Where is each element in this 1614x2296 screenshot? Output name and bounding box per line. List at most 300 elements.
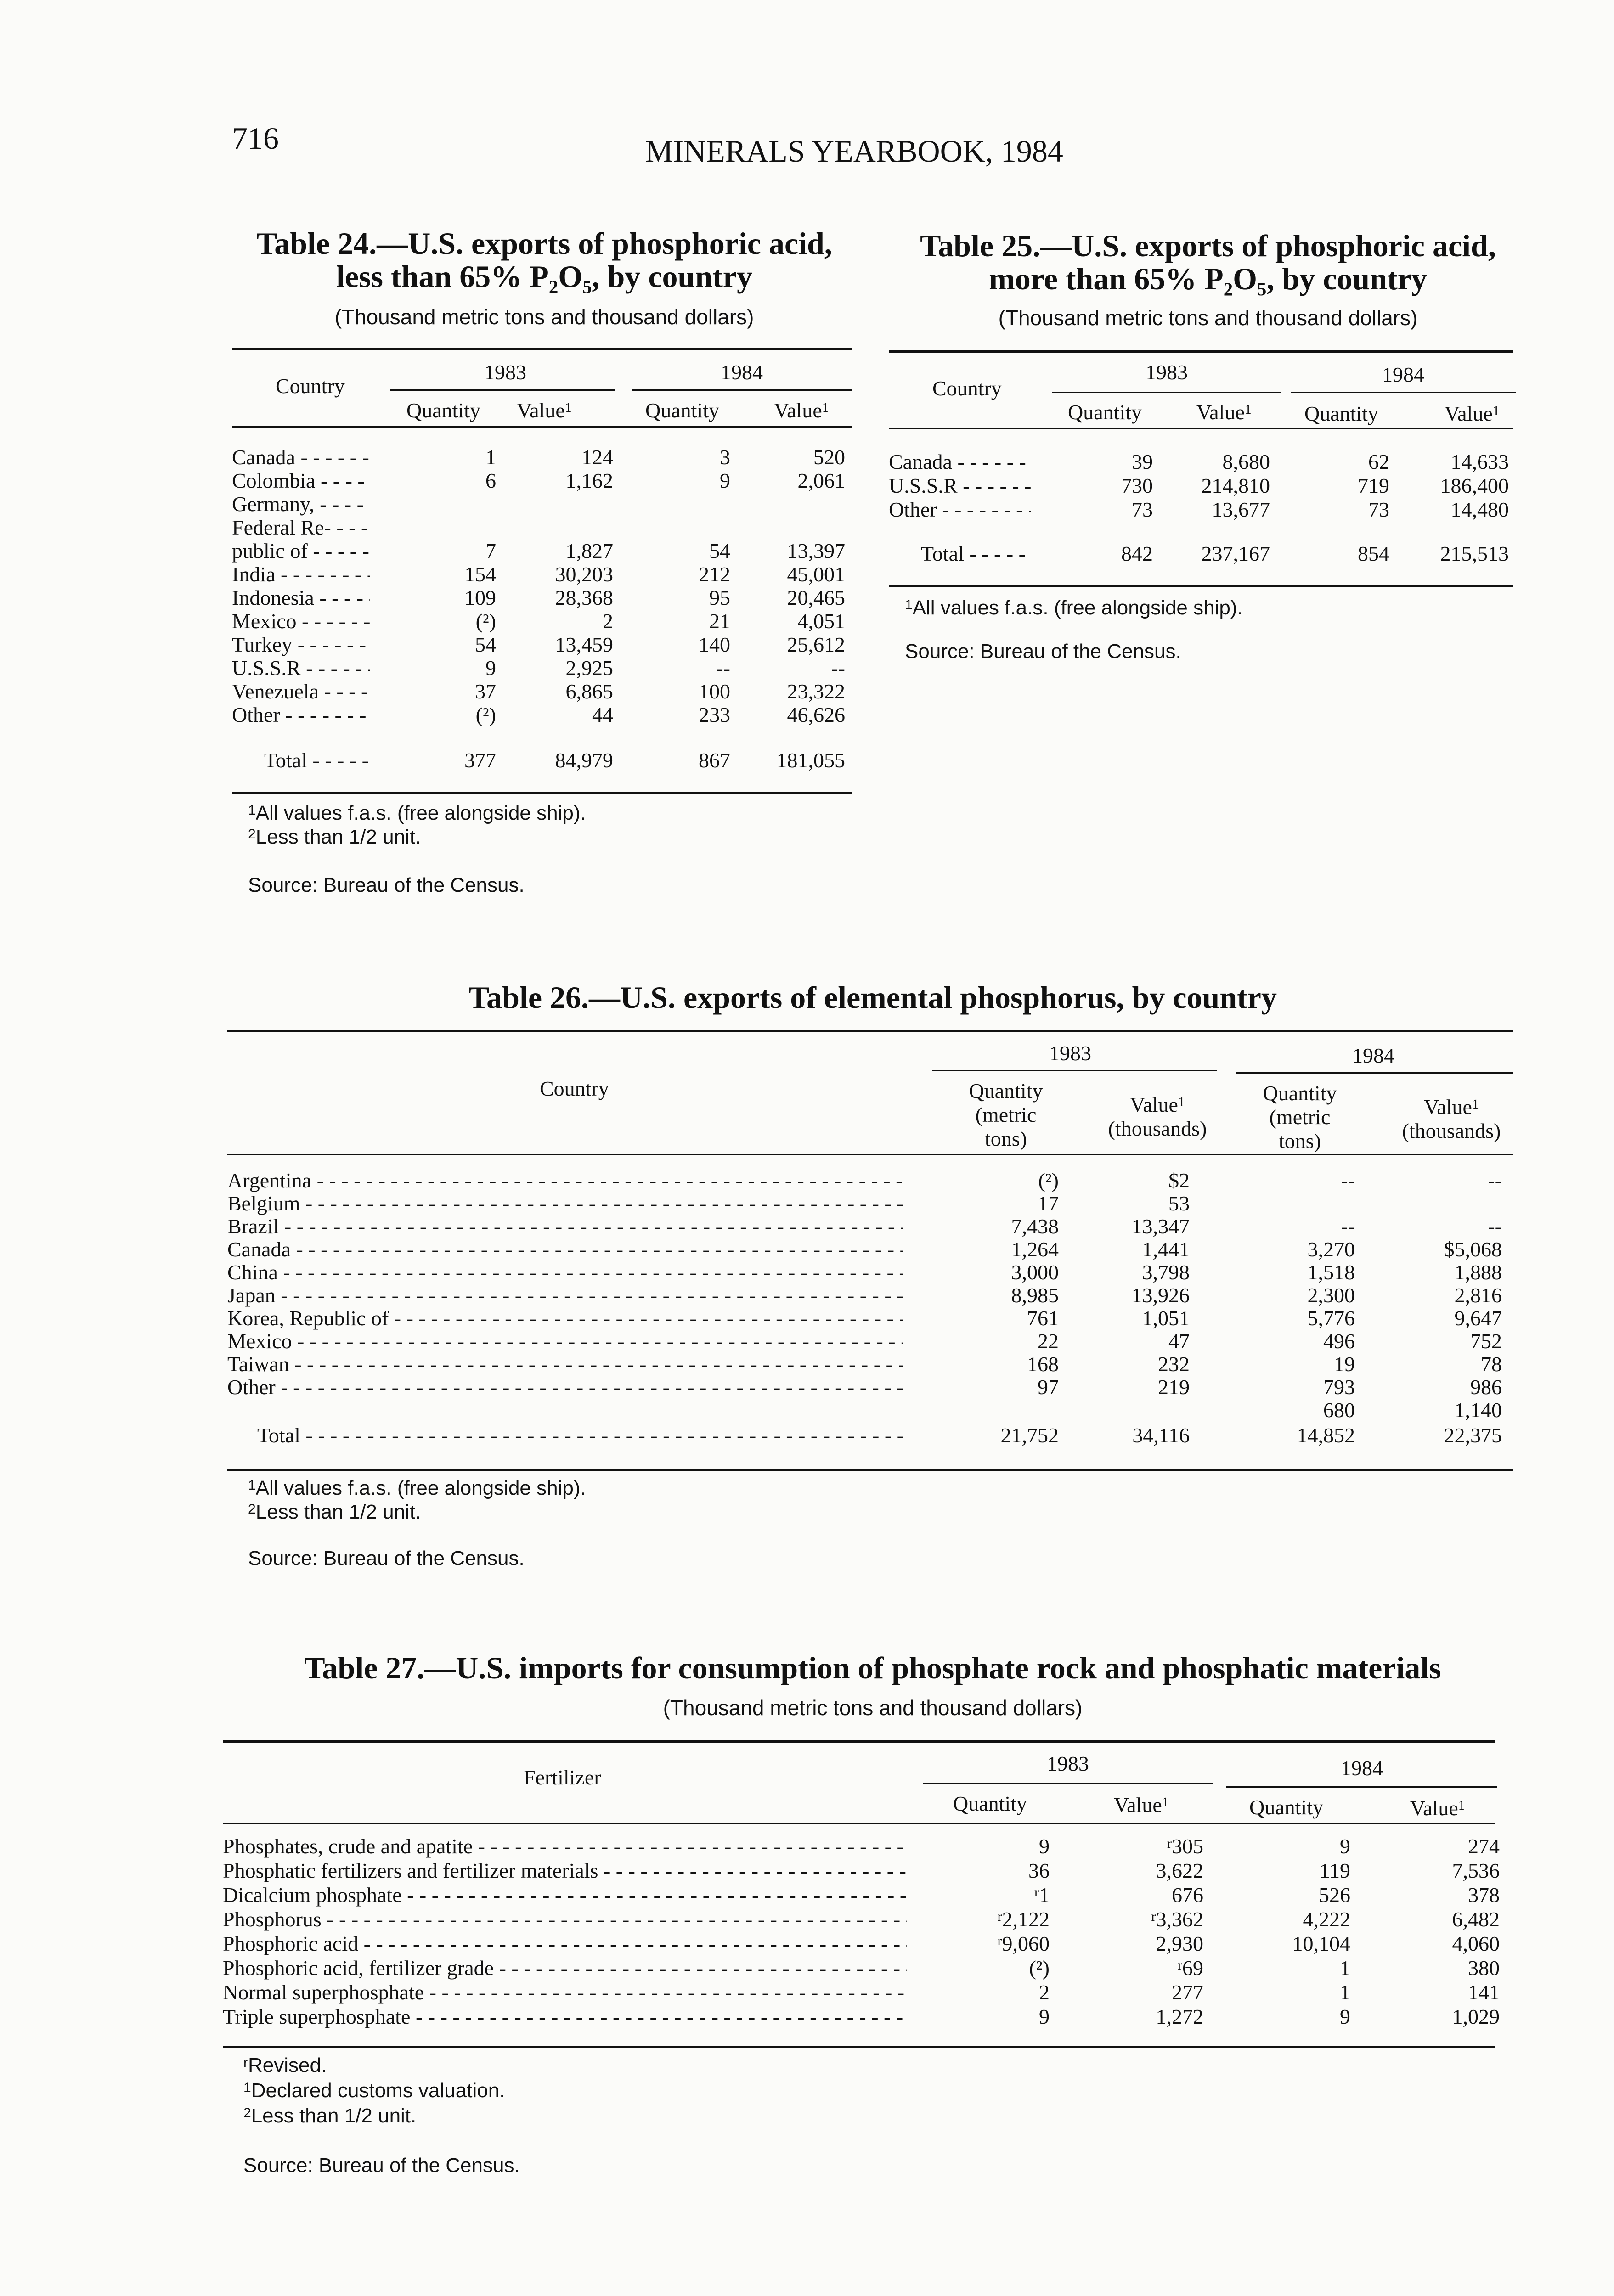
table-25-row-v84-text: 14,480: [1450, 498, 1509, 521]
table-25-subtitle: (Thousand metric tons and thousand dollars): [998, 306, 1418, 330]
table-26-row-v84-text: 986: [1470, 1375, 1502, 1399]
table-24-footnote-2: $^2$Less than 1/2 unit.: [248, 826, 421, 848]
table-26-row-q83-text: (²): [1038, 1169, 1059, 1192]
table-26-row-label-text: Taiwan: [227, 1352, 289, 1376]
table-27-row-v83-text: 305: [1172, 1835, 1203, 1858]
total-label-text: Total: [921, 542, 964, 565]
table-27-col-val-1984: Value$^1$: [1410, 1796, 1465, 1820]
table-26-row-q84-text: 5,776: [1307, 1306, 1355, 1330]
revised-marker: r: [1151, 1909, 1156, 1924]
table-25-col-val-1984: Value$^1$: [1445, 402, 1500, 425]
table-27-row-q84: [1203, 1908, 1350, 1931]
table-26-row-v84: [1355, 1398, 1502, 1422]
table-26-row-v83: [1043, 1306, 1190, 1330]
table-25-row-label-text: U.S.S.R: [889, 474, 958, 497]
table-26-row-q83-text: 7,438: [1011, 1215, 1059, 1238]
table-24-year-1984: 1984: [721, 360, 763, 384]
total-v84: [1355, 1424, 1502, 1447]
table-26-row-q83: [912, 1329, 1059, 1353]
revised-marker: r: [997, 1933, 1002, 1948]
table-25-row-q84-text: 719: [1358, 474, 1389, 497]
table-26-row-q83: [912, 1283, 1059, 1307]
table-26-row-q83-text: 3,000: [1011, 1261, 1059, 1284]
table-26-row-q84: [1208, 1215, 1355, 1238]
table-26-row-v83-text: 53: [1168, 1192, 1190, 1215]
table-25-row-v84: [1362, 450, 1509, 474]
table-27-row-q83: [903, 1981, 1050, 2004]
table-26-row-label-text: Other: [227, 1375, 276, 1399]
table-26-col-qty-1984: Quantity (metric tons): [1263, 1081, 1337, 1153]
table-24-row-v84: [698, 586, 845, 610]
table-26-row-label: [227, 1306, 903, 1330]
table-25-header-rule: [889, 428, 1513, 429]
table-26-row-q84-text: --: [1341, 1169, 1355, 1192]
table-24-row-v84: [698, 469, 845, 493]
table-24-row-label-text: Canada: [232, 445, 295, 469]
table-26-row-v84: [1355, 1352, 1502, 1376]
table-27-row-q84: [1203, 2005, 1350, 2029]
table-27-row-v84-text: 380: [1468, 1956, 1500, 1980]
table-26-row-q83-text: 97: [1038, 1375, 1059, 1399]
total-v83-text: 84,979: [555, 748, 613, 772]
table-27-row-v83-text: 69: [1182, 1956, 1203, 1980]
total-q84-text: 854: [1358, 542, 1389, 565]
table-27-row-label-text: Phosphatic fertilizers and fertilizer materials: [223, 1859, 598, 1882]
table-25-col-qty-1983: Quantity: [1068, 400, 1142, 424]
table-27-row-v83-text: 1,272: [1156, 2005, 1203, 2028]
table-27-row-v83: [1056, 1883, 1203, 1907]
table-26-row-q84: [1208, 1329, 1355, 1353]
table-27-row-label: [223, 1835, 907, 1858]
table-26-row-label-text: Argentina: [227, 1169, 312, 1192]
total-v84-text: 181,055: [776, 748, 845, 772]
table-26-row-q84-text: 19: [1334, 1352, 1355, 1376]
table-27-row-q84-text: 526: [1319, 1883, 1350, 1907]
table-26-row-q84-text: 793: [1323, 1375, 1355, 1399]
table-24-row-q84-text: 21: [709, 609, 730, 633]
table-24-row-v84: [698, 656, 845, 680]
total-q83-text: 377: [464, 748, 496, 772]
total-v83-text: 34,116: [1132, 1424, 1190, 1447]
table-27-row-v84: [1353, 1932, 1500, 1956]
total-v84: [698, 748, 845, 772]
table-24-row-q83-text: (²): [475, 609, 496, 633]
table-27-row-v84-text: 378: [1468, 1883, 1500, 1907]
table-24-row-label-text: U.S.S.R: [232, 656, 301, 680]
table-26-row-v84-text: 1,888: [1454, 1261, 1502, 1284]
table-24-row-q83-text: 109: [464, 586, 496, 609]
table-26-row-q84-text: 1,518: [1307, 1261, 1355, 1284]
revised-marker: r: [997, 1909, 1002, 1924]
table-24-row-v84-text: 13,397: [787, 539, 845, 563]
table-24-row-v84-text: 46,626: [787, 703, 845, 726]
table-26-row-q84-text: 496: [1323, 1329, 1355, 1353]
table-25-year-1983: 1983: [1146, 360, 1188, 384]
table-26-row-v83-text: 219: [1158, 1375, 1190, 1399]
table-24-row-v84-text: 25,612: [787, 633, 845, 656]
table-24-col-qty-1983: Quantity: [406, 399, 480, 422]
table-27-row-q83: [903, 1908, 1050, 1931]
running-title: MINERALS YEARBOOK, 1984: [645, 134, 1063, 169]
table-24-col-qty-1984: Quantity: [645, 399, 719, 422]
table-26-row-v84-text: 752: [1470, 1329, 1502, 1353]
table-27-row-q84: [1203, 1956, 1350, 1980]
table-27-row-v84: [1353, 1981, 1500, 2004]
table-24-row-label-text: Other: [232, 703, 280, 726]
table-25-year-1984: 1984: [1382, 363, 1424, 386]
table-27-row-q83: [903, 2005, 1050, 2029]
table-27-footnote-1: $^1$Declared customs valuation.: [243, 2079, 505, 2102]
table-27-year-1983: 1983: [1047, 1752, 1089, 1775]
table-27-row-label: [223, 1908, 907, 1931]
table-24-row-label-text: Venezuela: [232, 680, 319, 703]
table-24-row-v84-text: 45,001: [787, 563, 845, 586]
revised-marker: r: [1034, 1885, 1039, 1900]
table-24-header-rule: [232, 426, 852, 428]
table-26-row-q83: [912, 1261, 1059, 1284]
table-24-row-label: [232, 516, 370, 540]
table-26-row-q84: [1208, 1169, 1355, 1193]
total-v83-text: 237,167: [1201, 542, 1270, 565]
table-27-row-v83-text: 277: [1172, 1981, 1203, 2004]
table-24-row-label-text: India: [232, 563, 276, 586]
table-26-row-label: [227, 1261, 903, 1284]
table-25-row-label-text: Canada: [889, 450, 952, 473]
table-24-row-v84-text: 2,061: [797, 469, 845, 492]
table-26-row-v83-text: 3,798: [1142, 1261, 1190, 1284]
table-27-row-q84-text: 9: [1340, 2005, 1350, 2028]
table-24-row-v84: [698, 445, 845, 469]
table-27-year-rule-1983: [923, 1783, 1213, 1784]
table-27-header-rule: [223, 1823, 1495, 1824]
table-24-top-rule: [232, 348, 852, 350]
table-24-row-v84: [698, 680, 845, 703]
table-26-row-v84-text: 1,140: [1454, 1398, 1502, 1422]
total-v84-text: 22,375: [1444, 1424, 1502, 1447]
table-26-row-v83-text: 47: [1168, 1329, 1190, 1353]
table-27-row-v83: [1056, 1908, 1203, 1931]
total-label-text: Total: [264, 748, 307, 772]
table-24-row-q84-text: 54: [709, 539, 730, 563]
total-v84: [1362, 542, 1509, 566]
table-27-row-v84-text: 6,482: [1452, 1908, 1500, 1931]
table-24-row-q84-text: 3: [720, 445, 730, 469]
table-27-row-v83: [1056, 1932, 1203, 1956]
table-24-row-v84-text: 23,322: [787, 680, 845, 703]
table-26-row-q84-text: 3,270: [1307, 1238, 1355, 1261]
table-24-row-v83-text: 2: [603, 609, 613, 633]
table-27-row-q83-text: 36: [1028, 1859, 1050, 1882]
table-26-row-v84-text: 78: [1481, 1352, 1502, 1376]
table-26-row-q83-text: 761: [1027, 1306, 1059, 1330]
revised-marker: r: [1178, 1958, 1182, 1973]
table-27-row-v84-text: 7,536: [1452, 1859, 1500, 1882]
table-27-title: Table 27.—U.S. imports for consumption of phosphate rock and phosphatic materials: [304, 1650, 1441, 1685]
table-24-row-q84-text: --: [716, 656, 730, 680]
table-27-row-q84-text: 119: [1319, 1859, 1350, 1882]
table-25-year-rule-1983: [1052, 392, 1281, 393]
table-25-row-v84-text: 14,633: [1450, 450, 1509, 473]
table-24-row-label-text: Indonesia: [232, 586, 314, 609]
table-24-row-v84: [698, 609, 845, 633]
table-24-col-val-1983: Value$^1$: [517, 399, 572, 422]
table-25-title-line1: Table 25.—U.S. exports of phosphoric acid,: [920, 228, 1496, 263]
table-26-top-rule: [227, 1030, 1513, 1032]
table-26-row-v83-text: 13,347: [1131, 1215, 1190, 1238]
table-27-row-q83: [903, 1956, 1050, 1980]
table-24-row-q84-text: 212: [699, 563, 730, 586]
table-27-row-v83: [1056, 2005, 1203, 2029]
table-25-row-v84: [1362, 498, 1509, 522]
table-26-row-label: [227, 1329, 903, 1353]
table-27-row-v83: [1056, 1981, 1203, 2004]
table-24-bottom-rule: [232, 792, 852, 794]
table-26-row-q83: [912, 1192, 1059, 1216]
table-27-row-q84: [1203, 1883, 1350, 1907]
table-27-row-label: [223, 1956, 907, 1980]
table-25-row-q83-text: 730: [1121, 474, 1153, 497]
table-24-row-q84-text: 9: [720, 469, 730, 492]
table-26-row-v84: [1355, 1329, 1502, 1353]
table-26-row-label: [227, 1215, 903, 1238]
table-26-row-q83-text: 1,264: [1011, 1238, 1059, 1261]
table-27-col-val-1983: Value$^1$: [1114, 1793, 1169, 1817]
table-26-row-label-text: Japan: [227, 1283, 276, 1307]
table-27-row-q83-text: (²): [1029, 1956, 1050, 1980]
table-26-row-v84: [1355, 1238, 1502, 1261]
table-24-row-q84-text: 100: [699, 680, 730, 703]
table-26-row-label: [227, 1238, 903, 1261]
table-26-row-v83: [1043, 1215, 1190, 1238]
table-26-row-q83-text: 22: [1038, 1329, 1059, 1353]
table-26-row-label-text: Brazil: [227, 1215, 279, 1238]
table-27-year-1984: 1984: [1341, 1756, 1383, 1780]
table-26-bottom-rule: [227, 1469, 1513, 1471]
table-24-year-1983: 1983: [484, 360, 526, 384]
table-24-row-label: [232, 492, 370, 516]
table-26-row-q84: [1208, 1261, 1355, 1284]
table-27-row-label-text: Triple superphosphate: [223, 2005, 411, 2028]
table-27-row-q83: [903, 1835, 1050, 1858]
table-26-row-v83: [1043, 1238, 1190, 1261]
table-27-row-v83-text: 2,930: [1156, 1932, 1203, 1955]
table-26-row-v84: [1355, 1306, 1502, 1330]
table-25-row-v83-text: 13,677: [1212, 498, 1270, 521]
table-27-subtitle: (Thousand metric tons and thousand dollars): [663, 1696, 1083, 1720]
table-26-row-v84-text: $5,068: [1444, 1238, 1502, 1261]
table-24-row-v84-text: 520: [813, 445, 845, 469]
table-24-row-q84-text: 233: [699, 703, 730, 726]
table-26-row-v83: [1043, 1375, 1190, 1399]
table-26-row-label: [227, 1283, 903, 1307]
table-25-row-label-text: Other: [889, 498, 937, 521]
table-27-row-v83-text: 3,622: [1156, 1859, 1203, 1882]
table-26-row-q83-text: 17: [1038, 1192, 1059, 1215]
table-25-row-q83-text: 73: [1132, 498, 1153, 521]
table-26-row-q84: [1208, 1306, 1355, 1330]
table-27-row-v84: [1353, 1835, 1500, 1858]
table-24-row-v83-text: 44: [592, 703, 613, 726]
table-25-row-v83-text: 8,680: [1222, 450, 1270, 473]
table-26-row-q83: [912, 1238, 1059, 1261]
table-25-source: Source: Bureau of the Census.: [905, 640, 1181, 663]
table-27-row-v83: [1056, 1859, 1203, 1883]
table-26-row-label-text: Mexico: [227, 1329, 292, 1353]
table-27-bottom-rule: [223, 2046, 1495, 2048]
table-26-source: Source: Bureau of the Census.: [248, 1547, 525, 1570]
table-24-row-v84: [698, 703, 845, 727]
table-26-row-v84-text: --: [1488, 1169, 1502, 1192]
table-27-row-q83-text: 9,060: [1002, 1932, 1050, 1955]
table-24-row-label-text: Germany,: [232, 492, 315, 516]
table-24-row-q83-text: 9: [485, 656, 496, 680]
table-25-row-q83-text: 39: [1132, 450, 1153, 473]
table-24-title-line1: Table 24.—U.S. exports of phosphoric acid,: [256, 226, 832, 261]
total-q83: [912, 1424, 1059, 1447]
table-25-row-q84-text: 62: [1368, 450, 1389, 473]
table-24-row-q83-text: 7: [485, 539, 496, 563]
table-24-row-q83-text: 1: [485, 445, 496, 469]
table-24-row-v84: [698, 563, 845, 586]
table-24-row-v83-text: 6,865: [565, 680, 613, 703]
table-27-row-v84: [1353, 1908, 1500, 1931]
table-27-row-q84-text: 1: [1340, 1981, 1350, 2004]
table-25-row-v84-text: 186,400: [1440, 474, 1509, 497]
table-26-row-q83-text: 8,985: [1011, 1283, 1059, 1307]
table-25-year-rule-1984: [1291, 392, 1516, 393]
total-q84-text: 867: [699, 748, 730, 772]
table-26-row-q83: [912, 1375, 1059, 1399]
table-27-row-q84-text: 1: [1340, 1956, 1350, 1980]
table-24-row-v83-text: 13,459: [555, 633, 613, 656]
table-26-row-q84: [1208, 1375, 1355, 1399]
table-27-row-q83-text: 2: [1039, 1981, 1050, 2004]
table-27-col-item: Fertilizer: [524, 1766, 601, 1789]
table-27-row-q84-text: 4,222: [1303, 1908, 1350, 1931]
table-26-row-v83-text: 1,441: [1142, 1238, 1190, 1261]
table-26-row-v84-text: 9,647: [1454, 1306, 1502, 1330]
table-27-row-v84-text: 274: [1468, 1835, 1500, 1858]
total-label-text: Total: [257, 1424, 300, 1447]
table-26-row-q84: [1208, 1398, 1355, 1422]
total-q84: [1208, 1424, 1355, 1447]
table-24-col-val-1984: Value$^1$: [774, 399, 829, 422]
table-27-row-label: [223, 1932, 907, 1956]
table-27-row-v84: [1353, 1859, 1500, 1883]
table-27-row-v83: [1056, 1956, 1203, 1980]
table-27-row-q84-text: 9: [1340, 1835, 1350, 1858]
table-25-title-line2: more than 65% P₂O₅, by country: [989, 261, 1427, 296]
table-24-year-rule-1984: [632, 389, 852, 391]
table-26-row-q83: [912, 1215, 1059, 1238]
page-number: 716: [232, 121, 279, 156]
table-24-row-v83-text: 28,368: [555, 586, 613, 609]
table-26-row-v84: [1355, 1215, 1502, 1238]
table-24-title-line2: less than 65% P₂O₅, by country: [336, 259, 752, 294]
table-24-row-v84-text: 4,051: [797, 609, 845, 633]
table-27-row-q83: [903, 1932, 1050, 1956]
table-26-row-q84-text: --: [1341, 1215, 1355, 1238]
total-q84-text: 14,852: [1297, 1424, 1355, 1447]
table-24-row-q84-text: 95: [709, 586, 730, 609]
table-26-row-v83: [1043, 1283, 1190, 1307]
table-26-row-label: [227, 1375, 903, 1399]
table-27-row-v84-text: 1,029: [1452, 2005, 1500, 2028]
total-label: [257, 1424, 903, 1447]
table-26-row-label-text: Canada: [227, 1238, 291, 1261]
table-24-footnote-1: $^1$All values f.a.s. (free alongside ship).: [248, 802, 586, 824]
table-26-row-q84: [1208, 1352, 1355, 1376]
table-24-row-label-text: Colombia: [232, 469, 316, 492]
table-26-row-v84: [1355, 1283, 1502, 1307]
table-27-row-v84-text: 4,060: [1452, 1932, 1500, 1955]
table-24-source: Source: Bureau of the Census.: [248, 874, 525, 896]
table-27-row-label: [223, 2005, 907, 2029]
table-26-row-label: [227, 1352, 903, 1376]
table-26-row-v84: [1355, 1169, 1502, 1193]
table-24-row-q83-text: 154: [464, 563, 496, 586]
table-27-col-qty-1984: Quantity: [1249, 1795, 1323, 1819]
table-26-col-val-1983: Value$^1$ (thousands): [1108, 1093, 1207, 1140]
table-27-row-label-text: Phosphorus: [223, 1908, 322, 1931]
table-26-col-val-1984: Value$^1$ (thousands): [1402, 1095, 1501, 1142]
total-v83: [1043, 1424, 1190, 1447]
table-26-row-v83: [1043, 1169, 1190, 1193]
table-26-row-q83: [912, 1169, 1059, 1193]
table-25-col-qty-1984: Quantity: [1304, 402, 1378, 425]
table-27-row-v84: [1353, 2005, 1500, 2029]
table-24-subtitle: (Thousand metric tons and thousand dollars): [334, 305, 754, 329]
table-26-col-country: Country: [540, 1077, 609, 1100]
table-27-row-v84: [1353, 1956, 1500, 1980]
table-26-row-v83-text: 13,926: [1131, 1283, 1190, 1307]
table-26-row-v84-text: --: [1488, 1215, 1502, 1238]
total-q83-text: 21,752: [1000, 1424, 1059, 1447]
table-24-row-label-text: Turkey: [232, 633, 293, 656]
table-25-footnote-1: $^1$All values f.a.s. (free alongside ship).: [905, 597, 1243, 619]
table-26-year-1983: 1983: [1049, 1041, 1091, 1065]
table-24-row-q83-text: 54: [475, 633, 496, 656]
total-v84-text: 215,513: [1440, 542, 1509, 565]
table-26-row-v84: [1355, 1261, 1502, 1284]
table-26-row-v83: [1043, 1329, 1190, 1353]
table-26-row-label: [227, 1192, 903, 1216]
table-27-row-q84-text: 10,104: [1292, 1932, 1350, 1955]
total-q83-text: 842: [1121, 542, 1153, 565]
table-27-row-v84: [1353, 1883, 1500, 1907]
table-26-row-label-text: China: [227, 1261, 278, 1284]
table-26-row-label-text: Belgium: [227, 1192, 300, 1215]
table-26-row-label: [227, 1169, 903, 1193]
table-27-row-q83-text: 1: [1039, 1883, 1050, 1907]
table-27-source: Source: Bureau of the Census.: [243, 2154, 520, 2177]
table-27-row-v83-text: 3,362: [1156, 1908, 1203, 1931]
table-27-row-q84: [1203, 1932, 1350, 1956]
table-27-row-label: [223, 1883, 907, 1907]
table-26-footnote-2: $^2$Less than 1/2 unit.: [248, 1501, 421, 1523]
table-27-row-label-text: Normal superphosphate: [223, 1981, 424, 2004]
table-26-col-qty-1983: Quantity (metric tons): [969, 1079, 1043, 1150]
table-26-header-rule: [227, 1154, 1513, 1155]
table-27-year-rule-1984: [1226, 1786, 1497, 1788]
table-26-row-v83: [1043, 1192, 1190, 1216]
table-26-row-q83-text: 168: [1027, 1352, 1059, 1376]
table-26-row-q84-text: 2,300: [1307, 1283, 1355, 1307]
table-26-year-rule-1984: [1236, 1072, 1513, 1074]
table-27-row-label: [223, 1981, 907, 2004]
table-27-row-q83: [903, 1883, 1050, 1907]
table-26-row-q84: [1208, 1283, 1355, 1307]
